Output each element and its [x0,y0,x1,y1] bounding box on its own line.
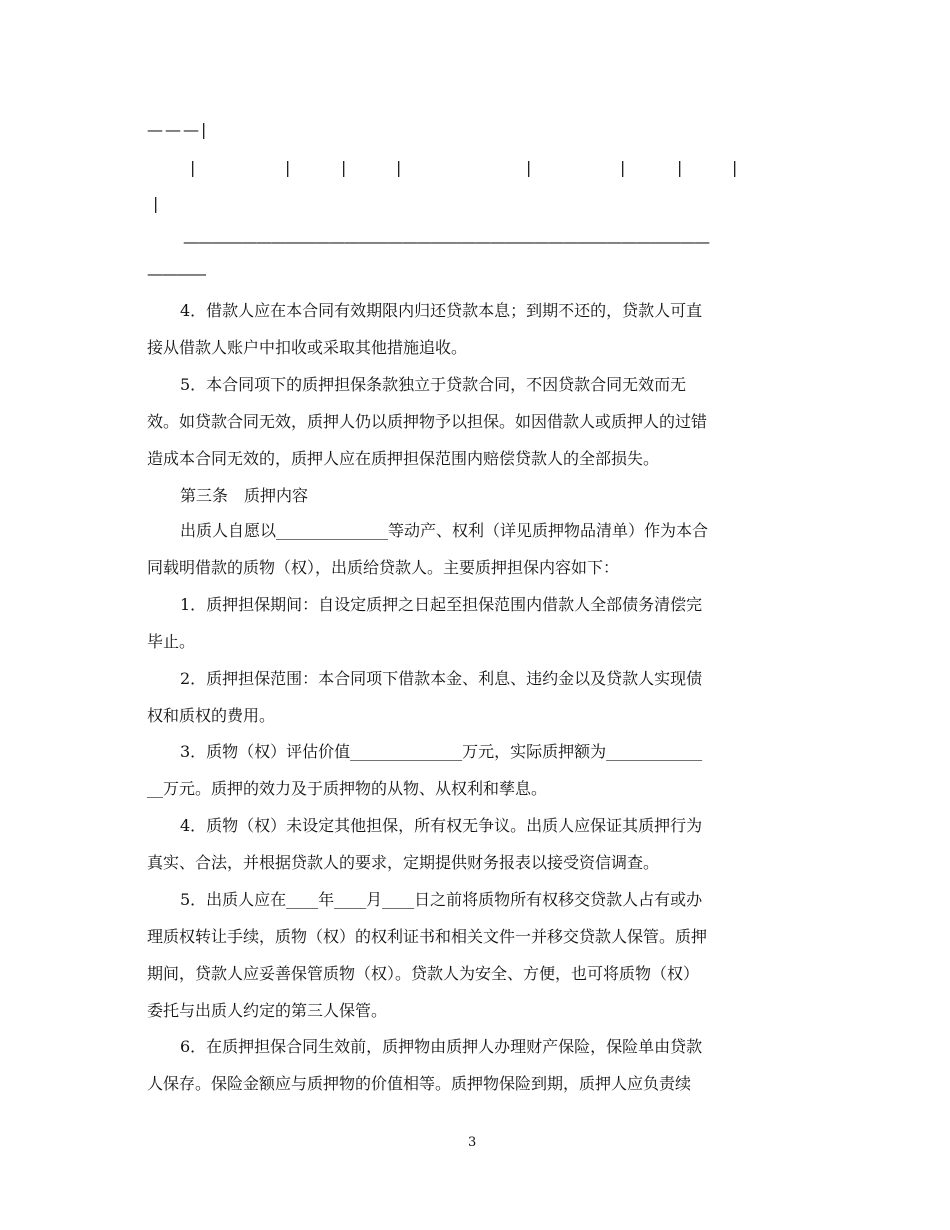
paragraph-4-line: 接从借款人账户中扣收或采取其他措施追收。 [147,338,468,357]
item-2-line: 2．质押担保范围：本合同项下借款本金、利息、违约金以及贷款人实现债 [180,669,703,688]
article-3-intro-line: 同载明借款的质物（权），出质给贷款人。主要质押担保内容如下： [147,558,620,577]
table-cell-divider: | [153,194,159,213]
article-3-intro-line: 出质人自愿以______________等动产、权利（详见质押物品清单）作为本合 [180,521,709,540]
table-cell-divider: | [190,158,196,177]
item-5-line: 理质权转让手续，质物（权）的权利证书和相关文件一并移交贷款人保管。质押 [147,927,708,946]
item-3-line: 3．质物（权）评估价值______________万元，实际质押额为____________ [180,742,703,761]
paragraph-4-line: 4．借款人应在本合同有效期限内归还贷款本息；到期不还的，贷款人可直 [180,301,703,320]
table-cell-divider: | [620,158,626,177]
item-6-line: 6．在质押担保合同生效前，质押物由质押人办理财产保险，保险单由贷款 [180,1037,703,1056]
table-cell-divider: | [732,158,738,177]
table-cell-divider: | [396,158,402,177]
table-cell-divider: | [285,158,291,177]
item-4-line: 4．质物（权）未设定其他担保，所有权无争议。出质人应保证其质押行为 [180,816,703,835]
paragraph-5-line: 5．本合同项下的质押担保条款独立于贷款合同，不因贷款合同无效而无 [180,375,687,394]
item-2-line: 权和质权的费用。 [147,706,276,725]
item-5-line: 期间，贷款人应妥善保管质物（权）。贷款人为安全、方便，也可将质物（权） [147,964,700,983]
item-3-line: __万元。质押的效力及于质押物的从物、从权利和孳息。 [147,779,548,798]
table-cell-divider: | [677,158,683,177]
item-4-line: 真实、合法，并根据贷款人的要求，定期提供财务报表以接受资信调查。 [147,853,660,872]
item-5-line: 委托与出质人约定的第三人保管。 [147,1001,388,1020]
item-5-line: 5．出质人应在____年____月____日之前将质物所有权移交贷款人占有或办 [180,890,703,909]
table-bottom-rule: ———————————————————————————————————— [183,232,709,251]
paragraph-5-line: 造成本合同无效的，质押人应在质押担保范围内赔偿贷款人的全部损失。 [147,449,660,468]
paragraph-5-line: 效。如贷款合同无效，质押人仍以质押物予以担保。如因借款人或质押人的过错 [147,412,708,431]
table-cell-divider: | [526,158,532,177]
item-1-line: 1．质押担保期间：自设定质押之日起至担保范围内借款人全部债务清偿完 [180,595,703,614]
table-cell-divider: | [341,158,347,177]
article-3-heading: 第三条 质押内容 [180,486,309,505]
table-top-rule: ———| [147,120,209,139]
table-bottom-rule-cont: ———— [147,264,206,283]
item-1-line: 毕止。 [147,632,196,651]
item-6-line: 人保存。保险金额应与质押物的价值相等。质押物保险到期，质押人应负责续 [147,1074,692,1093]
page-number: 3 [468,1135,477,1150]
